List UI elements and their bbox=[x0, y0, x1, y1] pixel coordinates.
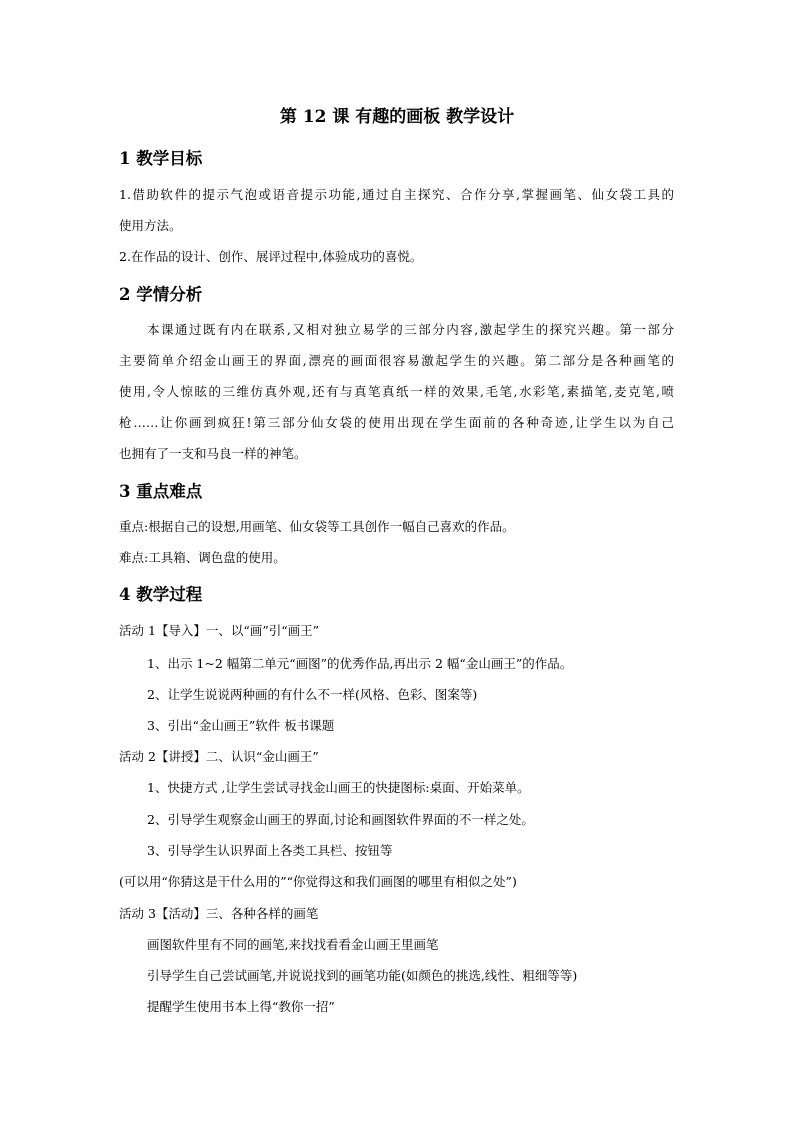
analysis-line-2: 主要简单介绍金山画王的界面,漂亮的画面很容易激起学生的兴趣。第二部分是各种画笔的 bbox=[119, 353, 674, 368]
document-title: 第 12 课 有趣的画板 教学设计 bbox=[279, 107, 515, 127]
activity-2-step-2: 2、引导学生观察金山画王的界面,讨论和画图软件界面的不一样之处。 bbox=[147, 812, 534, 827]
analysis-line-4: 枪……让你画到疯狂!第三部分仙女袋的使用出现在学生面前的各种奇迹,让学生以为自己 bbox=[119, 415, 674, 430]
activity-1-step-3: 3、引出“金山画王”软件 板书课题 bbox=[147, 718, 335, 733]
section-heading-teaching-process: 4 教学过程 bbox=[119, 585, 203, 604]
objective-line-2: 使用方法。 bbox=[119, 218, 182, 233]
activity-3-title: 活动 3【活动】三、各种各样的画笔 bbox=[119, 906, 319, 921]
analysis-line-3: 使用,令人惊眩的三维仿真外观,还有与真笔真纸一样的效果,毛笔,水彩笔,素描笔,麦克笔,喷 bbox=[119, 384, 674, 399]
section-heading-student-analysis: 2 学情分析 bbox=[119, 285, 203, 304]
difficulty-line: 难点:工具箱、调色盘的使用。 bbox=[119, 550, 286, 565]
objective-line-3: 2.在作品的设计、创作、展评过程中,体验成功的喜悦。 bbox=[119, 249, 423, 264]
activity-2-note: (可以用“你猜这是干什么用的”“你觉得这和我们画图的哪里有相似之处”) bbox=[119, 874, 517, 889]
activity-3-line-3: 提醒学生使用书本上得“教你一招” bbox=[147, 999, 335, 1014]
activity-1-title: 活动 1【导入】一、以“画”引“画王” bbox=[119, 623, 319, 638]
section-heading-key-points: 3 重点难点 bbox=[119, 482, 203, 501]
key-point-line: 重点:根据自己的设想,用画笔、仙女袋等工具创作一幅自己喜欢的作品。 bbox=[119, 519, 515, 534]
activity-2-title: 活动 2【讲授】二、认识“金山画王” bbox=[119, 749, 319, 764]
objective-line-1: 1.借助软件的提示气泡或语音提示功能,通过自主探究、合作分享,掌握画笔、仙女袋工具的 bbox=[119, 187, 674, 202]
activity-3-line-2: 引导学生自己尝试画笔,并说说找到的画笔功能(如颜色的挑选,线性、粗细等等) bbox=[147, 968, 578, 983]
section-heading-teaching-objectives: 1 教学目标 bbox=[119, 149, 203, 168]
analysis-line-1: 本课通过既有内在联系,又相对独立易学的三部分内容,激起学生的探究兴趣。第一部分 bbox=[147, 322, 674, 337]
activity-2-step-1: 1、快捷方式 ,让学生尝试寻找金山画王的快捷图标:桌面、开始菜单。 bbox=[147, 780, 530, 795]
activity-1-step-2: 2、让学生说说两种画的有什么不一样(风格、色彩、图案等) bbox=[147, 687, 478, 702]
activity-2-step-3: 3、引导学生认识界面上各类工具栏、按钮等 bbox=[147, 843, 393, 858]
analysis-line-5: 也拥有了一支和马良一样的神笔。 bbox=[119, 446, 307, 461]
activity-1-step-1: 1、出示 1~2 幅第二单元“画图”的优秀作品,再出示 2 幅“金山画王”的作品。 bbox=[147, 656, 573, 671]
activity-3-line-1: 画图软件里有不同的画笔,来找找看看金山画王里画笔 bbox=[147, 937, 439, 952]
